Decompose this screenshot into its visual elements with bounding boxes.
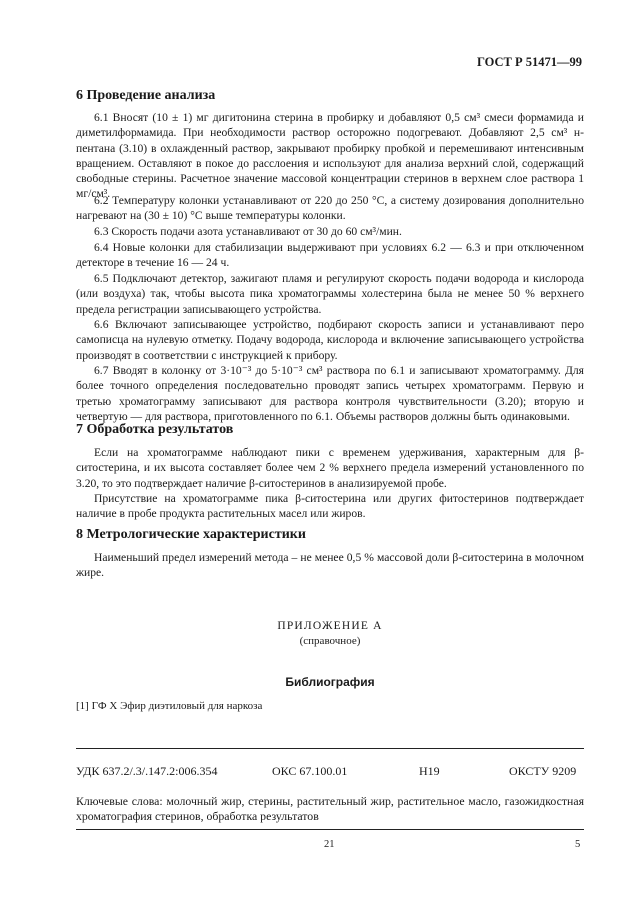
bibliography-item: [1] ГФ X Эфир диэтиловый для наркоза — [76, 700, 263, 712]
keywords: Ключевые слова: молочный жир, стерины, растительный жир, растительное масло, газожидкостная хроматография стеринов, обработка результатов — [76, 794, 584, 824]
paragraph-6-4: 6.4 Новые колонки для стабилизации выдерживают при условиях 6.2 — 6.3 и при отключенном детекторе в течение 16 — 24 ч. — [76, 241, 584, 270]
oks-code: ОКС 67.100.01 — [272, 764, 348, 778]
appendix-title: ПРИЛОЖЕНИЕ А — [277, 620, 383, 632]
section-7-heading: 7 Обработка результатов — [76, 422, 234, 437]
okstu-code: ОКСТУ 9209 — [509, 764, 577, 778]
h-code: Н19 — [419, 764, 440, 778]
appendix-subtitle: (справочное) — [299, 635, 361, 647]
page-number-right: 5 — [575, 839, 581, 850]
paragraph-6-5: 6.5 Подключают детектор, зажигают пламя и регулируют скорость подачи водорода и кислорода (или воздуха) так, чтобы высота пика хроматограммы холестерина была не менее 50 % верхнего предела регистрации записывающего устройства. — [76, 272, 584, 316]
paragraph-7-1: Если на хроматограмме наблюдают пики с временем удерживания, характерным для β-ситостерина, и их высота составляет более чем 2 % верхнего предела измерений установленного по 3.20, то это подтверждает наличие β-ситостеринов в анализируемой пробе. — [76, 446, 584, 490]
keywords-divider — [76, 829, 584, 830]
bibliography-heading: Библиография — [285, 675, 375, 689]
paragraph-6-7: 6.7 Вводят в колонку от 3·10⁻³ до 5·10⁻³ см³ раствора по 6.1 и записывают хроматограмму. Для более точного определения последовательно проводят запись четырех хроматограмм. Первую и третью хроматограмму записывают для раствора контроля чувствительности (3.20); вторую и четвертую — для раствора, приготовленного по 6.1. Объемы растворов должны быть одинаковыми. — [76, 364, 584, 423]
section-8-heading: 8 Метрологические характеристики — [76, 527, 306, 542]
document-code: ГОСТ Р 51471—99 — [476, 55, 582, 69]
paragraph-7-2: Присутствие на хроматограмме пика β-ситостерина или других фитостеринов подтверждает наличие в пробе продукта растительных масел или жиров. — [76, 492, 584, 521]
section-6-heading: 6 Проведение анализа — [76, 88, 216, 103]
udk-code: УДК 637.2/.3/.147.2:006.354 — [76, 764, 218, 778]
footer-divider — [76, 748, 584, 749]
paragraph-6-1: 6.1 Вносят (10 ± 1) мг дигитонина стерина в пробирку и добавляют 0,5 см³ смеси формамида и диметилформамида. При необходимости раствор осторожно подогревают. Добавляют 2,5 см³ н-пентана (3.10) в охлажденный раствор, закрывают пробирку пробкой и перемешивают интенсивным вращением. Оставляют в покое до расслоения и используют для анализа верхний слой, содержащий свободные стерины. Расчетное значение массовой концентрации стеринов в верхнем слое раствора 1 мг/см³. — [76, 111, 584, 201]
paragraph-6-2: 6.2 Температуру колонки устанавливают от 220 до 250 °С, а систему дозирования дополнительно нагревают на (30 ± 10) °С выше температуры колонки. — [76, 194, 584, 223]
paragraph-6-6: 6.6 Включают записывающее устройство, подбирают скорость записи и устанавливают перо самописца на нулевую отметку. Подачу водорода, кислорода и включение записывающего устройства производят в соответствии с инструкцией к прибору. — [76, 318, 584, 362]
paragraph-6-3: 6.3 Скорость подачи азота устанавливают от 30 до 60 см³/мин. — [94, 225, 402, 238]
page-number-center: 21 — [324, 839, 335, 850]
paragraph-8-1: Наименьший предел измерений метода – не менее 0,5 % массовой доли β-ситостерина в молочном жире. — [76, 551, 584, 580]
